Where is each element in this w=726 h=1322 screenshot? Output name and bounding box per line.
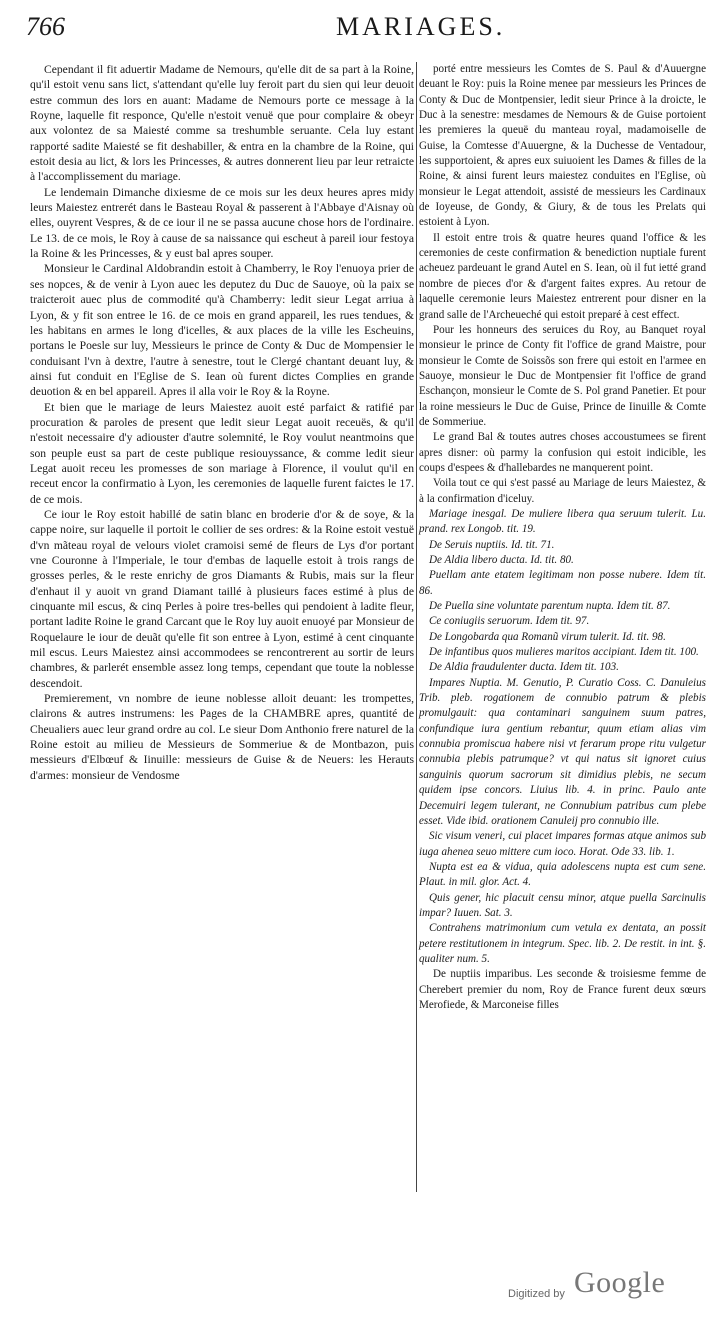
column-divider	[416, 62, 417, 1192]
citation: De Aldia libero ducta. Id. tit. 80.	[429, 554, 574, 566]
paragraph: Et bien que le mariage de leurs Maiestez auoit esté parfaict & ratifié par procuration & paroles de present que ledit sieur Legat auoit receuës, & qu'il n'estoit necessaire d'y adiouster d'autre solemnité, le Roy voulut neantmoins que son peuple eust sa part de ceste publique resiouyssance, & comme ledit sieur Legat auoit receu les promesses de son mariage à Florence, il voulut qu'il en receut encor la confirmatio à Lyon, les ceremonies de laquelle furent faictes le 17. de ce mois.	[30, 400, 414, 506]
running-title: MARIAGES.	[336, 12, 506, 41]
citation: Quis gener, hic placuit censu minor, atque puella Sarcinulis impar? Iuuen. Sat. 3.	[419, 891, 706, 919]
citation: Puellam ante etatem legitimam non posse nubere. Idem tit. 86.	[419, 569, 706, 597]
paragraph: Le grand Bal & toutes autres choses accoustumees se firent apres disner: où parmy la confusion qui estoit indicible, les coups d'espees & d'hallebardes ne manquerent point.	[419, 431, 706, 474]
google-logo: Google	[574, 1266, 666, 1299]
paragraph: Le lendemain Dimanche dixiesme de ce mois sur les deux heures apres midy leurs Maiestez entrerét dans le Basteau Royal & passerent à l'Abbaye d'Aisnay où elles, ouyrent Vespres, & de ce iour il ne se passa aucune chose hors de l'ordinaire. Le 13. de ce mois, le Roy à cause de sa naissance qui escheut à pareil iour festoya la Roine & les Princesses, & y eust bal apres souper.	[30, 185, 414, 261]
citation: Contrahens matrimonium cum vetula ex dentata, an possit petere restitutionem in integrum. Spec. lib. 2. De restit. in int. §. qualiter num. 5.	[419, 922, 706, 965]
digitized-by-label: Digitized by	[508, 1288, 565, 1300]
page-number: 766	[26, 12, 65, 41]
paragraph: Cependant il fit aduertir Madame de Nemours, qu'elle dit de sa part à la Roine, qu'il estoit venu sans lict, s'attendant qu'elle luy feroit part du sien qui leur deuoit estre commun des lors en auant: Madame de Nemours porte ce message à la Royne, laquelle fit responce, Qu'elle n'estoit venuë que pour complaire & obeyr aux volontez de sa Maiesté comme sa treshumble seruante. Cela luy estant rapporté sadite Maiesté se fit deshabiller, & entra en la chambre de la Roine, qui estoit desia au lict, & lors les Princesses, & autres donnerent lieu par leur retraicte à l'accomplissement du mariage.	[30, 63, 414, 184]
left-column	[30, 62, 414, 783]
citation: De Puella sine voluntate parentum nupta. Idem tit. 87.	[429, 600, 671, 613]
paragraph: Pour les honneurs des seruices du Roy, au Banquet royal monsieur le prince de Conty fit l'office de grand Maistre, pour monsieur le Comte de Soissõs son frere qui estoit en l'armee en Sauoye, monsieur le Duc de Montpensier fit l'office de grand Eschançon, monsieur le Comte de S. Pol grand Panetier. Et pour la roine messieurs le Duc de Guise, Prince de Iinuille & Comte de Sommeriue.	[419, 323, 706, 428]
google-watermark	[508, 1266, 708, 1310]
closing-paragraph: De nuptiis imparibus. Les seconde & troisiesme femme de Cherebert premier du nom, Roy de France furent deux sœurs Merofiede, & Marconeise filles	[419, 968, 706, 1011]
paragraph: Voila tout ce qui s'est passé au Mariage de leurs Maiestez, & à la confirmation d'iceluy.	[419, 477, 706, 505]
citation: Sic visum veneri, cui placet impares formas atque animos sub iuga ahenea seuo mittere cum ioco. Horat. Ode 33. lib. 1.	[419, 830, 706, 858]
paragraph: porté entre messieurs les Comtes de S. Paul & d'Auuergne deuant le Roy: puis la Roine menee par messieurs les Princes de Conty & Duc de Montpensier, ledit sieur Prince à la droicte, le Duc à la senestre: mesdames de Nemours & de Guise portoient les premieres la queuë du manteau royal, madamoiselle de Guise, la Comtesse d'Auuergne, & la Duchesse de Ventadour, les supportoient, & apres eux suiuoient les Dames & filles de la Roine, & ainsi furent leurs maiestez conduites en l'Eglise, où monsieur le Legat attendoit, assisté de messieurs les Cardinaux de Ioyeuse, de Gondy, & Giury, & de tous les Prelats qui estoient à Lyon.	[419, 63, 706, 229]
citation: Impares Nuptia. M. Genutio, P. Curatio Coss. C. Danuleius Trib. pleb. rogationem de connubio patrum & plebis promulgauit: qua contaminari sanguinem suum patres, confundique iura gentium rebantur, quum etiam alias vim connubia promiscua habere nisi vt ferarum prope ritu vulgetur connubia plebis patrumque? vt qui natus sit ignoret cuius sanguinis quorum sacrorum sit dimidius plebis, ne secum quidem ipse concors. Liuius lib. 4. in princ. Paulo ante Decemuiri legem tulerant, ne Connubium patribus cum plebe esset. Vide ibid. orationem Canuleij pro connubio ille.	[419, 676, 706, 827]
citation: De Seruis nuptiis. Id. tit. 71.	[429, 538, 555, 551]
paragraph: Premierement, vn nombre de ieune noblesse alloit deuant: les trompettes, clairons & autres instrumens: les Pages de la CHAMBRE apres, quantité de Cheualiers auec leur grand ordre au col. Le sieur Dom Anthonio frere naturel de la Roine estoit au milieu de Messieurs de Sommeriue & de Montbazon, puis messieurs d'Elbœuf & Iinuille: messieurs de Guise & de Neuers: les Herauts d'armes: monsieur de Vendosme	[30, 692, 414, 782]
page-header	[26, 12, 706, 52]
paragraph: Ce iour le Roy estoit habillé de satin blanc en broderie d'or & de soye, & la cappe noire, sur laquelle il portoit le collier de ses ordres: & la Roine estoit vestuë d'vn mãteau royal de velours violet cramoisi semé de fleurs de Lys d'or portant vne Couronne à l'Imperiale, le tour d'embas de laquelle estoit à trois rangs de grosses perles, & le reste enrichy de gros Diamants & Rubis, mais sur la fleur d'enhaut il y auoit vn grand Diamant taillé à plusieurs faces estimé à plus de cinquante mil escus, & cinq Perles à poire tres-belles qui pendoient à ladite fleur, portant ladite Roine le grand Carcant que le Roy luy auoit enuoyé par Monsieur de Roquelaure le iour de deuãt qu'elle fit son entree à Lyon, estimé à cent cinquante mil escus. Leurs Maiestez ainsi accommodees se rencontrerent au sortir de leurs chambres, & parlerét ensemble assez long temps, cependant que toute la noblesse descendoit.	[30, 507, 414, 690]
citation: Ce coniugiis seruorum. Idem tit. 97.	[429, 615, 590, 628]
paragraph: Monsieur le Cardinal Aldobrandin estoit à Chamberry, le Roy l'enuoya prier de ses nopces, & de venir à Lyon auec les deputez du Duc de Sauoye, où la paix se traicteroit auec plus de commodité qu'à Chamberry: ledit sieur Legat arriua à Lyon, & y fit son entree le 16. de ce mois en grand appareil, les rues tendues, & les habitans en armes le long d'icelles, & aux places de la ville les Escheuins, portans le Poesle sur luy, Messieurs le prince de Conty & Duc de Mompensier le conduisant l'vn à dextre, l'autre à senestre, tout le Clergé chantant deuant luy, & ainsi fut conduit en l'Eglise de S. Iean où furent dictes Complies en grande deuotion & en bel appareil. Apres il alla voir le Roy & la Royne.	[30, 262, 414, 399]
citation: De Longobarda qua Romanũ virum tulerit. Id. tit. 98.	[429, 630, 666, 643]
citation: De infantibus quos mulieres maritos accipiant. Idem tit. 100.	[429, 646, 699, 659]
paragraph: Il estoit entre trois & quatre heures quand l'office & les ceremonies de ceste confirmation & benediction nuptiale furent acheuez pardeuant le grand Autel en S. Iean, où il fut ietté grand nombre de pieces d'or & d'argent faites expres. Au retour de laquelle ceremonie leurs Maiestez entrerent pour disner en la grand salle de l'Archeueché qui estoit preparé à cest effect.	[419, 231, 706, 321]
citation: Mariage inesgal. De muliere libera qua seruum tulerit. Lu. prand. rex Longob. tit. 19.	[419, 507, 706, 536]
citation: Nupta est ea & vidua, quia adolescens nupta est cum sene. Plaut. in mil. glor. Act. 4.	[419, 860, 706, 889]
right-column	[419, 62, 706, 1013]
citation: De Aldia fraudulenter ducta. Idem tit. 103.	[429, 661, 619, 674]
citation-list	[419, 507, 706, 967]
